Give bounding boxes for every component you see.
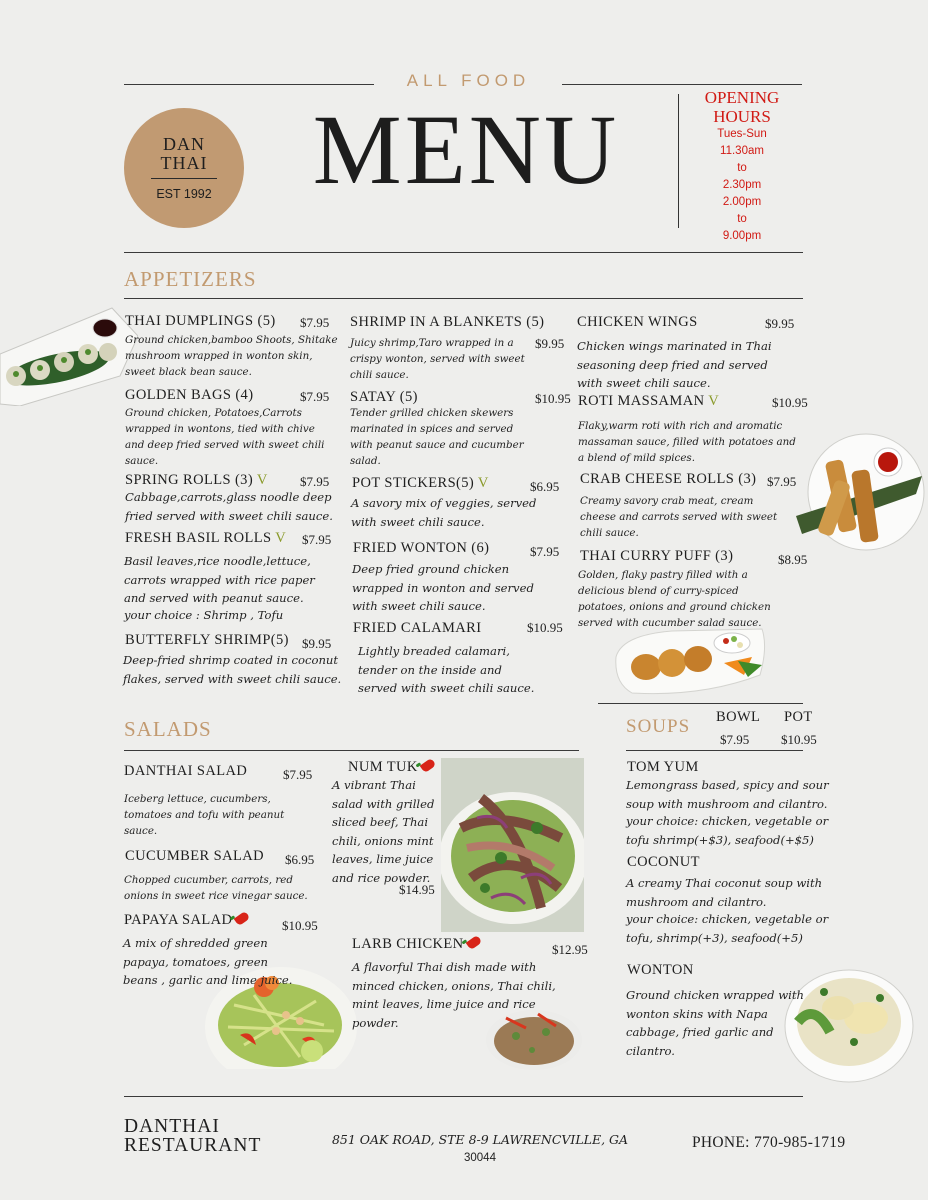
shrimp-blankets-desc: Juicy shrimp,Taro wrapped in a crispy wonton, served with sweet chili sauce. <box>350 337 525 381</box>
pot-label: POT <box>784 709 813 725</box>
chicken-wings-desc: Chicken wings marinated in Thai seasoning deep fried and served with sweet chili sauce. <box>577 339 772 390</box>
all-food-label: ALL FOOD <box>406 71 531 90</box>
soups-rule <box>626 750 803 751</box>
crab-cheese-price: $7.95 <box>767 474 797 489</box>
crab-rolls-photo <box>796 430 928 554</box>
wonton-desc: Ground chicken wrapped with wonton skins with Napa cabbage, fried garlic and cilantro. <box>626 988 804 1058</box>
crab-cheese-desc: Creamy savory crab meat, cream cheese and carrots served with sweet chili sauce. <box>580 495 778 539</box>
vegetarian-mark: V <box>708 393 720 409</box>
fried-wonton-price: $7.95 <box>530 544 560 559</box>
num-tuk-price: $14.95 <box>399 882 435 897</box>
golden-bags-desc: Ground chicken, Potatoes,Carrots wrapped in wontons, tied with chive and deep fried served with sweet chili sauce. <box>125 407 325 467</box>
roti-massaman-price: $10.95 <box>772 395 808 410</box>
appetizers-bottom-rule <box>598 703 803 704</box>
appetizers-rule <box>124 298 803 299</box>
soups-title: SOUPS <box>626 716 691 737</box>
cucumber-salad-price: $6.95 <box>285 852 315 867</box>
butterfly-shrimp-desc: Deep-fried shrimp coated in coconut flakes, served with sweet chili sauce. <box>123 653 342 686</box>
larb-photo <box>486 1008 582 1070</box>
appetizers-title: APPETIZERS <box>124 267 257 291</box>
danthai-salad-name: DANTHAI SALAD <box>124 763 248 779</box>
thai-dumplings-price: $7.95 <box>300 315 330 330</box>
coconut-choice: your choice: chicken, vegetable or tofu, shrimp(+3), seafood(+5) <box>626 912 829 945</box>
dumplings-photo <box>0 306 138 406</box>
satay-price: $10.95 <box>535 391 571 406</box>
crab-cheese-name: CRAB CHEESE ROLLS (3) <box>580 471 757 487</box>
hours-list <box>696 126 788 245</box>
tom-yum-name: TOM YUM <box>627 759 699 775</box>
vegetarian-mark: V <box>275 530 287 546</box>
hours-days: Tues-Sun <box>717 128 767 140</box>
pot-stickers-name <box>352 475 489 492</box>
top-rule-left <box>124 84 374 85</box>
fresh-basil-desc: Basil leaves,rice noodle,lettuce, carrots wrapped with rice paper and served with peanut sauce. <box>124 554 315 605</box>
butterfly-shrimp-name: BUTTERFLY SHRIMP(5) <box>125 632 289 648</box>
danthai-salad-desc: Iceberg lettuce, cucumbers, tomatoes and tofu with peanut sauce. <box>124 793 285 837</box>
coconut-name: COCONUT <box>627 854 700 870</box>
hours-divider <box>678 94 679 228</box>
salads-title: SALADS <box>124 717 212 741</box>
hours-l1: 11.30am <box>720 145 764 157</box>
satay-desc: Tender grilled chicken skewers marinated in spices and served with peanut sauce and cucumber salad. <box>350 407 524 467</box>
cucumber-salad-desc: Chopped cucumber, carrots, red onions in sweet rice vinegar sauce. <box>124 874 308 902</box>
fresh-basil-label: FRESH BASIL ROLLS <box>125 530 272 546</box>
papaya-salad-label: PAPAYA SALAD <box>124 912 233 928</box>
logo-est: EST 1992 <box>156 187 212 201</box>
butterfly-shrimp-price: $9.95 <box>302 636 332 651</box>
restaurant-logo <box>124 108 244 228</box>
chicken-wings-name: CHICKEN WINGS <box>577 314 698 330</box>
pot-price: $10.95 <box>781 732 817 747</box>
hours-l3: 2.30pm <box>722 179 762 191</box>
footer-rule <box>124 1096 803 1097</box>
golden-bags-name: GOLDEN BAGS (4) <box>125 387 254 403</box>
vegetarian-mark: V <box>256 472 268 488</box>
logo-divider <box>151 178 217 179</box>
tom-yum-choice: your choice: chicken, vegetable or tofu shrimp(+$3), seafood(+$5) <box>626 814 829 847</box>
vegetarian-mark: V <box>477 475 489 491</box>
shrimp-blankets-price: $9.95 <box>535 336 565 351</box>
logo-line-1: DAN <box>163 134 205 154</box>
curry-puff-price: $8.95 <box>778 552 808 567</box>
num-tuk-desc: A vibrant Thai salad with grilled sliced beef, Thai chili, onions mint leaves, lime juice and rice powder. <box>332 778 435 885</box>
curry-puff-name: THAI CURRY PUFF (3) <box>580 548 734 564</box>
opening-hours <box>696 88 788 245</box>
hours-l6: 9.00pm <box>722 230 762 242</box>
fresh-basil-price: $7.95 <box>302 532 332 547</box>
coconut-desc: A creamy Thai coconut soup with mushroom and cilantro. <box>626 876 823 909</box>
num-tuk-name <box>348 759 435 776</box>
footer-name-1: DANTHAI <box>124 1116 220 1137</box>
roti-massaman-name <box>578 393 719 410</box>
pot-stickers-label: POT STICKERS(5) <box>352 475 475 491</box>
fried-calamari-name: FRIED CALAMARI <box>353 620 482 636</box>
bowl-label: BOWL <box>716 709 761 725</box>
fresh-basil-name <box>125 530 286 547</box>
fried-wonton-desc: Deep fried ground chicken wrapped in wonton and served with sweet chili sauce. <box>352 562 534 613</box>
salads-rule <box>124 750 579 751</box>
chili-icon <box>234 911 251 926</box>
fried-calamari-price: $10.95 <box>527 620 563 635</box>
footer-address <box>320 1130 640 1168</box>
curry-puff-desc: Golden, flaky pastry filled with a delicious blend of curry-spiced potatoes, onions and ground chicken served with cucumber salad sauce. <box>578 569 771 629</box>
roti-massaman-label: ROTI MASSAMAN <box>578 393 705 409</box>
larb-chicken-label: LARB CHICKEN <box>352 936 464 952</box>
chicken-wings-price: $9.95 <box>765 316 795 331</box>
golden-bags-price: $7.95 <box>300 389 330 404</box>
fresh-basil-choice: your choice : Shrimp , Tofu <box>124 608 284 622</box>
tom-yum-desc: Lemongrass based, spicy and sour soup with mushroom and cilantro. <box>626 778 829 811</box>
papaya-salad-price: $10.95 <box>282 918 318 933</box>
roti-massaman-desc: Flaky,warm roti with rich and aromatic massaman sauce, filled with potatoes and a blend of mild spices. <box>578 420 796 464</box>
papaya-salad-name <box>124 912 249 929</box>
chili-icon <box>465 935 482 950</box>
curry-puff-photo <box>612 617 768 699</box>
num-tuk-photo <box>441 758 584 932</box>
chili-icon <box>419 758 436 773</box>
fried-calamari-desc: Lightly breaded calamari, tender on the inside and served with sweet chili sauce. <box>358 644 535 695</box>
logo-line-2: THAI <box>160 153 208 173</box>
larb-chicken-name <box>352 936 481 953</box>
header-bottom-rule <box>124 252 803 253</box>
pot-stickers-desc: A savory mix of veggies, served with sweet chili sauce. <box>351 496 537 529</box>
footer-restaurant-name <box>124 1117 261 1155</box>
hours-title-2: HOURS <box>713 107 771 126</box>
spring-rolls-label: SPRING ROLLS (3) <box>125 472 254 488</box>
spring-rolls-name <box>125 472 268 489</box>
footer-address-1: 851 OAK ROAD, STE 8-9 LAWRENCVILLE, GA <box>331 1132 629 1147</box>
spring-rolls-price: $7.95 <box>300 474 330 489</box>
danthai-salad-price: $7.95 <box>283 767 313 782</box>
footer-phone: PHONE: 770-985-1719 <box>692 1134 846 1151</box>
num-tuk-label: NUM TUK <box>348 759 418 775</box>
papaya-salad-desc: A mix of shredded green papaya, tomatoes, green beans , garlic and lime juice. <box>123 936 293 987</box>
larb-chicken-desc: A flavorful Thai dish made with minced chicken, onions, Thai chili, mint leaves, lime juice and rice powder. <box>352 960 556 1030</box>
menu-title: MENU <box>312 94 620 205</box>
hours-l2: to <box>737 162 747 174</box>
spring-rolls-desc: Cabbage,carrots,glass noodle deep fried served with sweet chili sauce. <box>125 490 333 523</box>
top-rule-right <box>562 84 802 85</box>
shrimp-blankets-name: SHRIMP IN A BLANKETS (5) <box>350 314 545 330</box>
larb-chicken-price: $12.95 <box>552 942 588 957</box>
cucumber-salad-name: CUCUMBER SALAD <box>125 848 264 864</box>
hours-title-1: OPENING <box>704 88 780 107</box>
footer-address-2: 30044 <box>464 1152 496 1164</box>
thai-dumplings-desc: Ground chicken,bamboo Shoots, Shitake mushroom wrapped in wonton skin, sweet black bean sauce. <box>125 334 338 378</box>
pot-stickers-price: $6.95 <box>530 479 560 494</box>
hours-l5: to <box>737 213 747 225</box>
satay-name: SATAY (5) <box>350 389 418 405</box>
bowl-price: $7.95 <box>720 732 750 747</box>
wonton-name: WONTON <box>627 962 694 978</box>
fried-wonton-name: FRIED WONTON (6) <box>353 540 490 556</box>
hours-l4: 2.00pm <box>722 196 762 208</box>
thai-dumplings-name: THAI DUMPLINGS (5) <box>125 313 276 329</box>
footer-name-2: RESTAURANT <box>124 1135 262 1156</box>
